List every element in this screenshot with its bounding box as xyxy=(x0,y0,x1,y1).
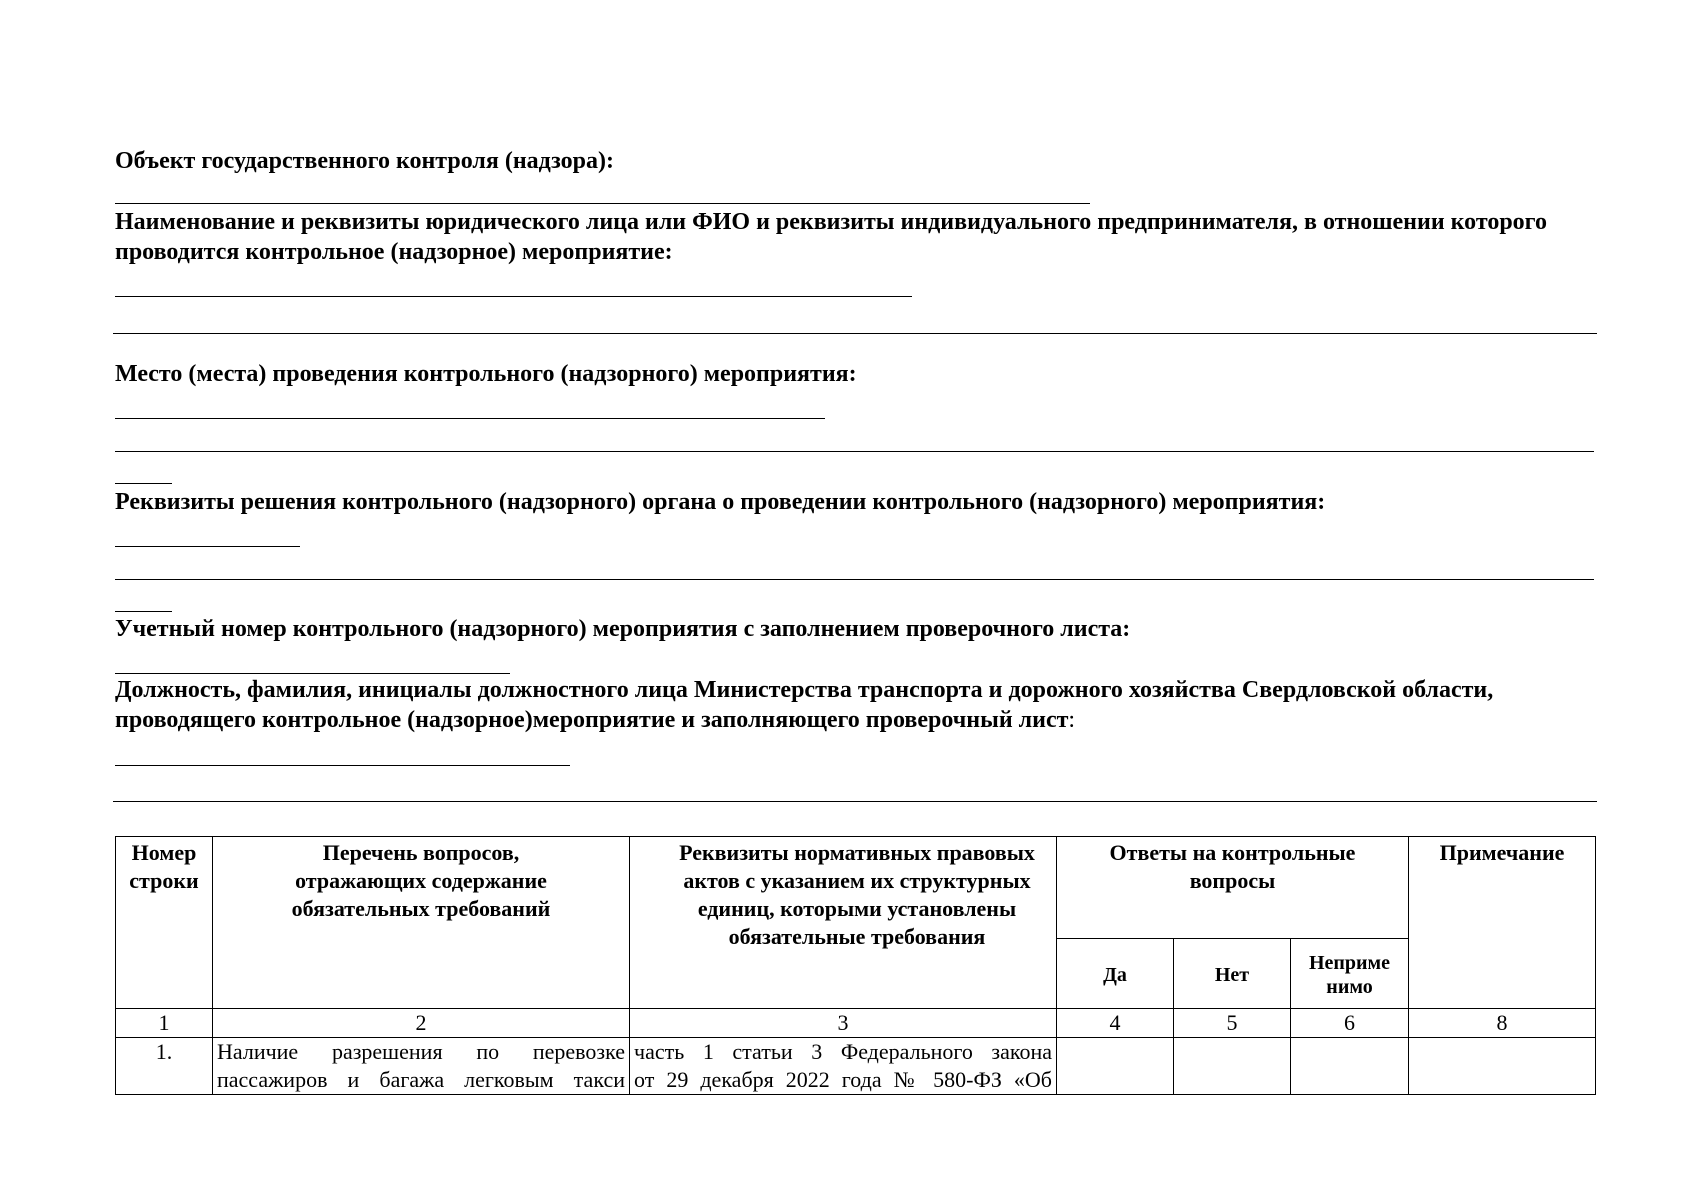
col-number-6: 6 xyxy=(1291,1009,1409,1038)
note-cell[interactable] xyxy=(1409,1038,1596,1095)
decision-fill-line-1[interactable] xyxy=(115,546,300,547)
place-fill-line-2[interactable] xyxy=(115,451,1594,452)
row-requisite-line-1: часть 1 статьи 3 Федерального закона xyxy=(634,1039,1052,1064)
header-answers: Ответы на контрольные вопросы xyxy=(1057,837,1409,939)
decision-label: Реквизиты решения контрольного (надзорного) органа о проведении контрольного (надзорного) мероприятия: xyxy=(115,489,1326,515)
col-number-2: 2 xyxy=(213,1009,630,1038)
answer-not-applicable-cell[interactable] xyxy=(1291,1038,1409,1095)
official-fill-line-2[interactable] xyxy=(113,801,1597,802)
col-number-4: 4 xyxy=(1057,1009,1174,1038)
entity-label: Наименование и реквизиты юридического лица или ФИО и реквизиты индивидуального предпринимателя, в отношении которого проводится контрольное (надзорное) мероприятие: xyxy=(115,209,1547,265)
row-requisite-line-2: от 29 декабря 2022 года № 580-ФЗ «Об xyxy=(634,1067,1052,1092)
header-not-applicable: Неприме нимо xyxy=(1291,939,1409,1009)
official-label-text: Должность, фамилия, инициалы должностного лица Министерства транспорта и дорожного хозяйства Свердловской области, проводящего контрольное (надзорное)мероприятие и заполняющего проверочный лист xyxy=(115,677,1494,733)
decision-fill-line-2[interactable] xyxy=(115,579,1594,580)
row-number: 1. xyxy=(116,1038,213,1095)
header-yes: Да xyxy=(1057,939,1174,1009)
row-question-line-1: Наличие разрешения по перевозке xyxy=(217,1039,625,1064)
column-number-row xyxy=(116,1009,1596,1038)
header-no: Нет xyxy=(1174,939,1291,1009)
official-label-colon: : xyxy=(1068,707,1076,733)
account-fill-line[interactable] xyxy=(115,673,510,674)
col-number-5: 5 xyxy=(1174,1009,1291,1038)
object-label: Объект государственного контроля (надзора): xyxy=(115,148,614,174)
row-question xyxy=(213,1038,630,1095)
table-row xyxy=(116,1038,1596,1095)
entity-fill-line-1[interactable] xyxy=(115,296,912,297)
official-label xyxy=(115,675,1605,735)
checklist-table xyxy=(115,836,1596,1095)
header-questions: Перечень вопросов, отражающих содержание обязательных требований xyxy=(213,837,630,1009)
answer-yes-cell[interactable] xyxy=(1057,1038,1174,1095)
answer-no-cell[interactable] xyxy=(1174,1038,1291,1095)
place-fill-line-1[interactable] xyxy=(115,418,825,419)
entity-fill-line-2[interactable] xyxy=(113,333,1597,334)
header-row-number: Номер строки xyxy=(116,837,213,1009)
object-fill-line[interactable] xyxy=(115,203,1090,204)
place-fill-line-3[interactable] xyxy=(115,483,172,484)
col-number-8: 8 xyxy=(1409,1009,1596,1038)
official-fill-line-1[interactable] xyxy=(115,765,570,766)
col-number-3: 3 xyxy=(630,1009,1057,1038)
row-question-line-2: пассажиров и багажа легковым такси xyxy=(217,1067,625,1092)
account-label: Учетный номер контрольного (надзорного) мероприятия с заполнением проверочного листа: xyxy=(115,616,1131,642)
col-number-1: 1 xyxy=(116,1009,213,1038)
place-label: Место (места) проведения контрольного (надзорного) мероприятия: xyxy=(115,361,857,387)
row-requisite xyxy=(630,1038,1057,1095)
decision-fill-line-3[interactable] xyxy=(115,611,172,612)
header-note: Примечание xyxy=(1409,837,1596,1009)
header-requisites: Реквизиты нормативных правовых актов с указанием их структурных единиц, которыми установлены обязательные требования xyxy=(630,837,1057,1009)
